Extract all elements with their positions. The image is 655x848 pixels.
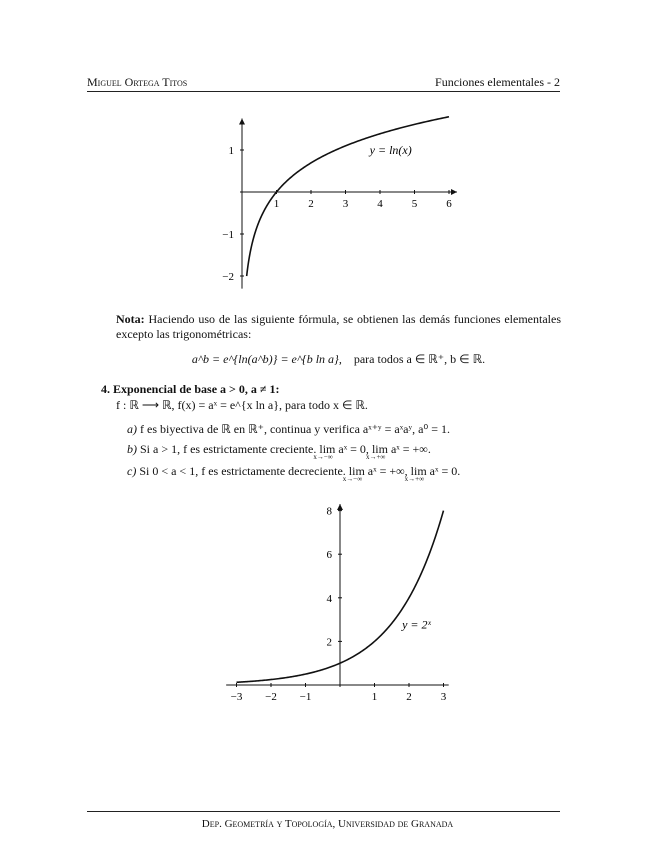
note-formula (116, 352, 561, 367)
exp-xtick-label: −1 (299, 691, 312, 703)
item-b-label: b) (127, 442, 137, 456)
ln-y-arrow (239, 119, 245, 125)
item-c-limit-1: lim aˣ = +∞, x→−∞ (342, 464, 408, 483)
ln-xtick-label: 1 (273, 198, 280, 210)
exp-xtick-label: −2 (265, 691, 277, 703)
running-header-author: Miguel Ortega Titos (87, 75, 188, 89)
ln-xtick-label: 3 (342, 198, 349, 210)
ln-ytick-label: 1 (228, 145, 234, 157)
exp-ytick-label: 4 (326, 592, 332, 605)
exp-y-arrow (337, 504, 343, 510)
note-text: Haciendo uso de las siguiente fórmula, se obtienen las demás funciones elementales excepto las trigonométricas: (116, 312, 561, 341)
exp-axes (226, 504, 449, 687)
exp-xtick-label: 3 (440, 691, 447, 703)
item-b-limit-2: lim aˣ = +∞. x→+∞ (365, 442, 431, 461)
exp-ytick-label: 8 (326, 505, 332, 518)
section-4-heading: Exponencial de base a > 0, a ≠ 1: (113, 382, 280, 396)
section-4-title (101, 382, 279, 397)
ln-curve (247, 117, 449, 276)
exp-xtick-label: 2 (406, 691, 412, 703)
section-4-number: 4. (101, 382, 110, 396)
exp-ytick-label: 6 (326, 549, 332, 562)
item-a-text: f es biyectiva de ℝ en ℝ⁺, continua y verifica aˣ⁺ʸ = aˣaʸ, a⁰ = 1. (140, 422, 450, 436)
ln-xtick-label: 6 (446, 198, 452, 210)
item-a-label: a) (127, 422, 137, 436)
note-paragraph (116, 312, 561, 342)
ln-xtick-label: 5 (411, 198, 418, 210)
section-4-definition: f : ℝ ⟶ ℝ, f(x) = aˣ = e^{x ln a}, para todo x ∈ ℝ. (116, 398, 368, 412)
ln-x-arrow (451, 189, 457, 195)
exp-curve-label: y = 2ˣ (402, 617, 431, 632)
item-c-label: c) (127, 464, 137, 478)
running-header-title: Funciones elementales - 2 (435, 75, 560, 89)
header-rule (87, 91, 560, 92)
item-c (127, 464, 461, 483)
exp-chart (218, 500, 458, 705)
ln-xtick-label: 2 (308, 198, 314, 210)
exp-ytick-label: 2 (326, 636, 332, 649)
ln-ytick-label: −1 (222, 229, 234, 241)
exp-xtick-label: 1 (371, 691, 378, 703)
item-b (127, 442, 431, 461)
formula-rhs: para todos a ∈ ℝ⁺, b ∈ ℝ. (353, 352, 486, 366)
exp-ticks (231, 506, 447, 703)
ln-curve-label: y = ln(x) (369, 143, 412, 158)
formula-lhs: a^b = e^{ln(a^b)} = e^{b ln a}, (191, 352, 342, 366)
exp-xtick-label: −3 (230, 691, 243, 703)
item-b-limit-1: lim aˣ = 0, x→−∞ (313, 442, 369, 461)
item-a (127, 422, 450, 437)
item-c-text: Si 0 < a < 1, f es estrictamente decreciente. (139, 464, 346, 478)
ln-ytick-label: −2 (222, 271, 234, 283)
note-label: Nota: (116, 312, 145, 326)
item-c-limit-2: lim aˣ = 0. x→+∞ (404, 464, 461, 483)
ln-xtick-label: 4 (377, 198, 383, 210)
ln-ticks (222, 145, 452, 283)
footer-affiliation: Dep. Geometría y Topología, Universidad de Granada (201, 818, 454, 830)
footer-rule (87, 811, 560, 812)
ln-chart (210, 108, 470, 298)
item-b-text: Si a > 1, f es estrictamente creciente. (140, 442, 317, 456)
